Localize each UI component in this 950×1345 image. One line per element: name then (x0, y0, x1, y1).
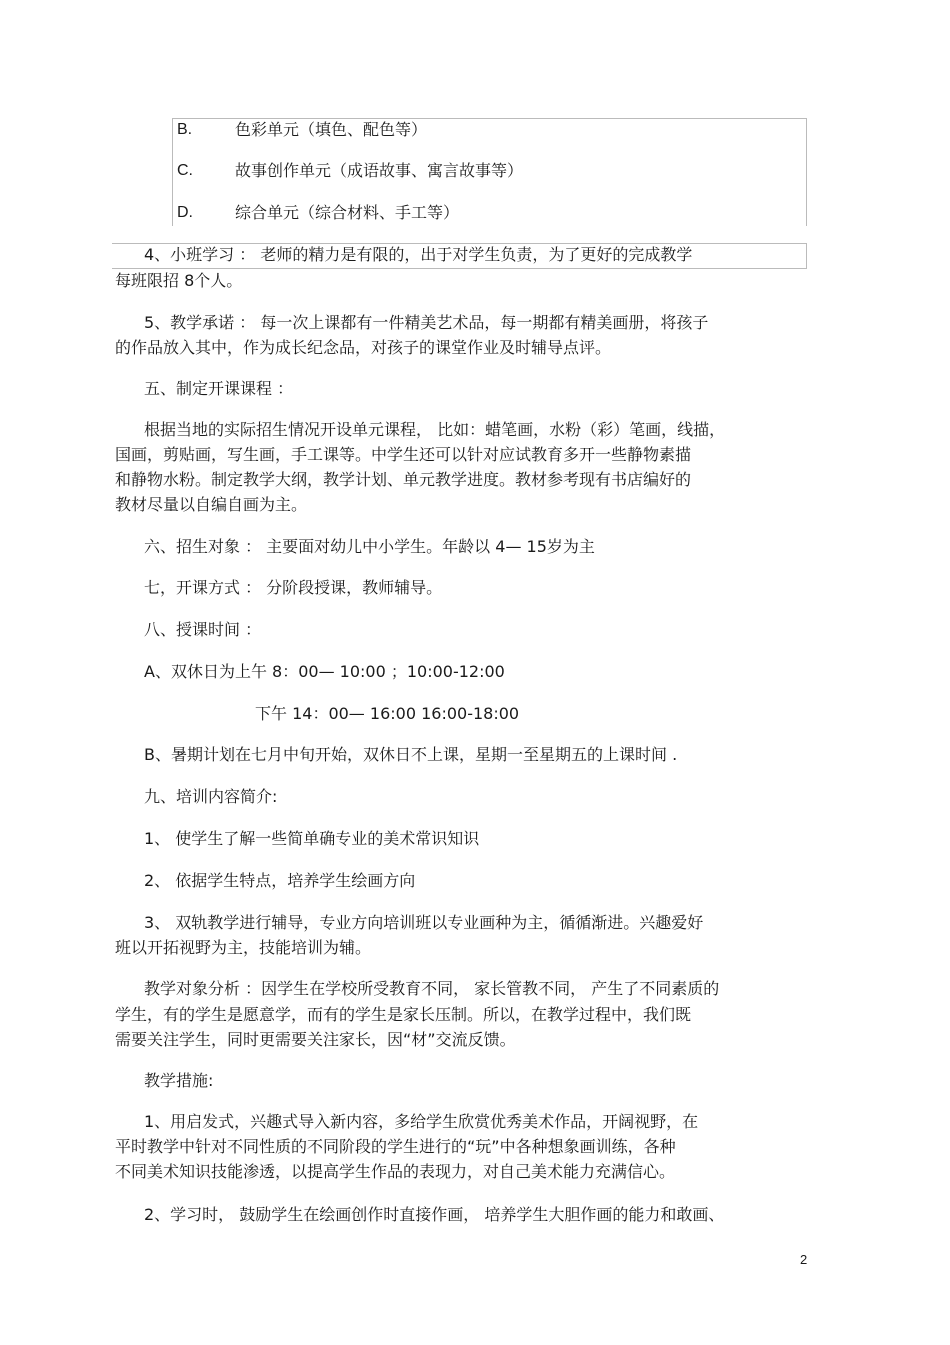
paragraph-line: A、双休日为上午 8：00— 10:00 ；10:00-12:00 (144, 662, 505, 681)
paragraph-line: 4、小班学习 ： 老师的精力是有限的，出于对学生负责，为了更好的完成教学 (144, 245, 693, 264)
paragraph-line: 和静物水粉。制定教学大纲，教学计划、单元教学进度。教材参考现有书店编好的 (115, 470, 692, 489)
option-letter: C. (177, 162, 193, 179)
section-heading: 七，开课方式 ： 分阶段授课，教师辅导。 (144, 578, 443, 597)
paragraph-line: 不同美术知识技能渗透，以提高学生作品的表现力，对自己美术能力充满信心。 (115, 1162, 676, 1181)
section-heading: 九、培训内容简介: (144, 787, 278, 806)
paragraph-line: 平时教学中针对不同性质的不同阶段的学生进行的“玩”中各种想象画训练，各种 (115, 1137, 676, 1156)
paragraph-line: 需要关注学生，同时更需要关注家长，因“材”交流反馈。 (115, 1030, 516, 1049)
option-letter: B. (177, 121, 193, 138)
list-item: 2、 依据学生特点，培养学生绘画方向 (144, 871, 416, 890)
list-item: 3、 双轨教学进行辅导，专业方向培训班以专业画种为主，循循渐进。兴趣爱好 (144, 913, 704, 932)
paragraph-line: B、暑期计划在七月中旬开始，双休日不上课，星期一至星期五的上课时间 . (144, 745, 678, 764)
paragraph-line: 学生，有的学生是愿意学，而有的学生是家长压制。所以，在教学过程中，我们既 (115, 1005, 692, 1024)
table-border-right (806, 118, 807, 226)
section-heading: 教学措施: (144, 1071, 214, 1090)
paragraph-line: 国画，剪贴画，写生画，手工课等。中学生还可以针对应试教育多开一些静物素描 (115, 445, 692, 464)
paragraph-line: 班以开拓视野为主，技能培训为辅。 (115, 938, 372, 957)
table-border-left (172, 118, 173, 226)
paragraph-line: 的作品放入其中，作为成长纪念品，对孩子的课堂作业及时辅导点评。 (115, 338, 612, 357)
paragraph-line: 下午 14：00— 16:00 16:00-18:00 (255, 704, 520, 723)
page-number: 2 (800, 1252, 808, 1267)
option-letter: D. (177, 204, 193, 221)
table-border-top (172, 118, 807, 119)
paragraph-line: 教材尽量以自编自画为主。 (115, 495, 308, 514)
list-item: 1、 使学生了解一些简单确专业的美术常识知识 (144, 829, 480, 848)
table-row-divider (112, 268, 807, 269)
table-border-right (806, 243, 807, 269)
table-row-divider (112, 243, 807, 244)
section-heading: 五、制定开课课程 ： (144, 379, 294, 398)
section-heading: 八、授课时间 ： (144, 620, 262, 639)
paragraph-line: 2、学习时， 鼓励学生在绘画创作时直接作画， 培养学生大胆作画的能力和敢画、 (144, 1205, 725, 1224)
paragraph-line: 每班限招 8个人。 (115, 271, 243, 290)
paragraph-line: 1、用启发式，兴趣式导入新内容，多给学生欣赏优秀美术作品，开阔视野，在 (144, 1112, 699, 1131)
section-heading: 六、招生对象 ： 主要面对幼儿中小学生。年龄以 4— 15岁为主 (144, 537, 595, 556)
paragraph-line: 5、教学承诺 ： 每一次上课都有一件精美艺术品，每一期都有精美画册，将孩子 (144, 313, 709, 332)
paragraph-line: 教学对象分析 ：因学生在学校所受教育不同， 家长管教不同， 产生了不同素质的 (144, 979, 720, 998)
paragraph-line: 根据当地的实际招生情况开设单元课程， 比如：蜡笔画，水粉（彩）笔画，线描， (144, 420, 726, 439)
option-text: 综合单元（综合材料、手工等） (235, 203, 460, 222)
option-text: 色彩单元（填色、配色等） (235, 120, 428, 139)
option-text: 故事创作单元（成语故事、寓言故事等） (235, 161, 524, 180)
